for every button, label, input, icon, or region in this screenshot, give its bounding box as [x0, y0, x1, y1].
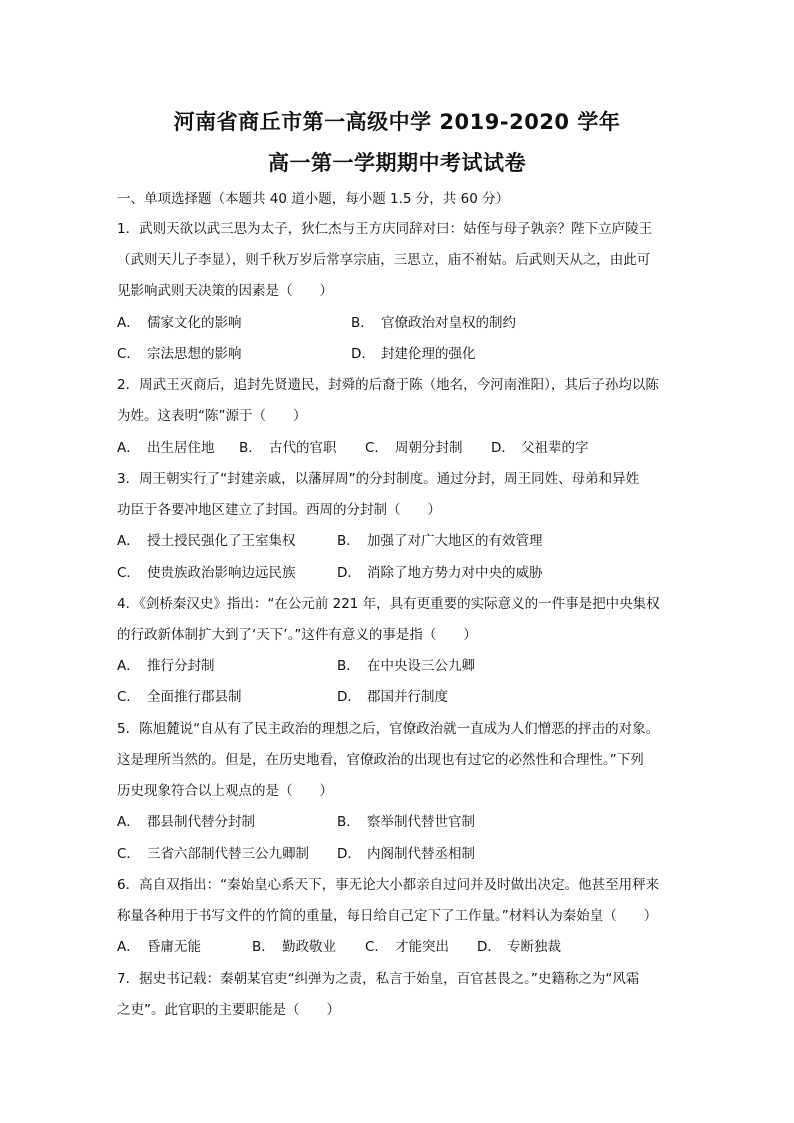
option-d[interactable]: [337, 842, 475, 862]
option-b[interactable]: [239, 436, 337, 456]
option-c[interactable]: [117, 685, 242, 705]
option-text: 周朝分封制: [395, 440, 463, 456]
option-text: 郡县制代替分封制: [147, 814, 255, 830]
question-6-line-1: 6．高自双指出：“秦始皇心系天下，事无论大小都亲自过问并及时做出决定。他甚至用秤来: [117, 877, 660, 893]
option-c[interactable]: [365, 436, 463, 456]
option-label: D．: [351, 346, 375, 362]
option-text: 内阁制代替丞相制: [367, 846, 475, 862]
question-3-line-1: 3．周王朝实行了“封建亲戚，以藩屏周”的分封制度。通过分封，周王同姓、母弟和异姓: [117, 471, 640, 487]
option-a[interactable]: [117, 529, 296, 549]
option-b[interactable]: [337, 654, 475, 674]
question-4-line-2: 的行政新体制扩大到了‘天下’。”这件有意义的事是指（ ）: [117, 627, 477, 643]
option-text: 加强了对广大地区的有效管理: [367, 533, 543, 549]
question-7-line-1: 7．据史书记载：秦朝某官吏“纠弹为之责，私言于始皇，百官甚畏之。”史籍称之为“风霜: [117, 971, 640, 987]
option-label: A．: [117, 533, 140, 549]
option-b[interactable]: [351, 311, 516, 331]
option-text: 专断独裁: [507, 939, 561, 955]
question-6-line-2: 称量各种用于书写文件的竹简的重量，每日给自己定下了工作量。”材料认为秦始皇（ ）: [117, 908, 658, 924]
option-text: 在中央设三公九卿: [367, 658, 475, 674]
option-label: D．: [337, 565, 361, 581]
option-text: 察举制代替世官制: [367, 814, 475, 830]
option-label: C．: [117, 846, 140, 862]
option-label: B．: [337, 658, 360, 674]
option-a[interactable]: [117, 654, 215, 674]
option-label: C．: [365, 440, 388, 456]
option-text: 宗法思想的影响: [147, 346, 242, 362]
option-text: 使贵族政治影响边远民族: [147, 565, 296, 581]
option-a[interactable]: [117, 311, 242, 331]
question-4-line-1: 4．《剑桥秦汉史》指出：“在公元前 221 年，具有更重要的实际意义的一件事是把中央集权: [117, 596, 660, 612]
option-a[interactable]: [117, 436, 215, 456]
question-5-line-1: 5．陈旭麓说“自从有了民主政治的理想之后，官僚政治就一直成为人们憎恶的抨击的对象。: [117, 721, 660, 737]
option-label: B．: [239, 440, 262, 456]
question-5-line-3: 历史现象符合以上观点的是（ ）: [117, 783, 333, 799]
section-heading: 一、单项选择题（本题共 40 道小题，每小题 1.5 分，共 60 分）: [117, 191, 510, 207]
option-text: 推行分封制: [147, 658, 215, 674]
option-label: C．: [365, 939, 388, 955]
option-d[interactable]: [337, 561, 543, 581]
option-text: 官僚政治对皇权的制约: [381, 315, 516, 331]
question-7-line-2: 之吏”。此官职的主要职能是（ ）: [117, 1002, 340, 1018]
option-label: A．: [117, 814, 140, 830]
option-label: A．: [117, 315, 140, 331]
option-text: 出生居住地: [147, 440, 215, 456]
option-d[interactable]: [477, 935, 561, 955]
question-5-line-2: 这是理所当然的。但是，在历史地看，官僚政治的出现也有过它的必然性和合理性。”下列: [117, 752, 644, 768]
question-1-line-3: 见影响武则天决策的因素是（ ）: [117, 283, 333, 299]
option-text: 父祖辈的字: [521, 440, 589, 456]
option-label: B．: [351, 315, 374, 331]
question-2-line-1: 2．周武王灭商后，追封先贤遗民，封舜的后裔于陈（地名，今河南淮阳），其后子孙均以陈: [117, 377, 659, 393]
option-label: B．: [337, 533, 360, 549]
exam-subtitle: 高一第一学期期中考试试卷: [268, 151, 526, 175]
option-d[interactable]: [337, 685, 448, 705]
question-2-line-2: 为姓。这表明“陈”源于（ ）: [117, 408, 307, 424]
option-b[interactable]: [252, 935, 336, 955]
option-text: 勤政敬业: [282, 939, 336, 955]
option-b[interactable]: [337, 529, 543, 549]
option-label: A．: [117, 440, 140, 456]
option-a[interactable]: [117, 935, 201, 955]
option-c[interactable]: [117, 842, 309, 862]
option-text: 古代的官职: [269, 440, 337, 456]
option-c[interactable]: [117, 342, 242, 362]
option-label: D．: [337, 689, 361, 705]
option-d[interactable]: [491, 436, 589, 456]
option-text: 消除了地方势力对中央的威胁: [367, 565, 543, 581]
option-label: B．: [337, 814, 360, 830]
option-a[interactable]: [117, 810, 255, 830]
question-1-line-1: 1．武则天欲以武三思为太子，狄仁杰与王方庆同辞对曰：姑侄与母子孰亲？陛下立庐陵王: [117, 221, 653, 237]
question-1-line-2: （武则天儿子李显），则千秋万岁后常享宗庙，三思立，庙不祔姑。后武则天从之，由此可: [117, 252, 651, 268]
option-label: D．: [337, 846, 361, 862]
option-d[interactable]: [351, 342, 476, 362]
option-text: 封建伦理的强化: [381, 346, 476, 362]
option-c[interactable]: [117, 561, 296, 581]
option-text: 昏庸无能: [147, 939, 201, 955]
option-label: C．: [117, 689, 140, 705]
option-text: 郡国并行制度: [367, 689, 448, 705]
option-text: 三省六部制代替三公九卿制: [147, 846, 309, 862]
option-label: D．: [491, 440, 515, 456]
option-label: B．: [252, 939, 275, 955]
option-label: C．: [117, 346, 140, 362]
option-label: A．: [117, 658, 140, 674]
exam-title: 河南省商丘市第一高级中学 2019-2020 学年: [173, 110, 621, 134]
option-label: A．: [117, 939, 140, 955]
option-text: 授土授民强化了王室集权: [147, 533, 296, 549]
option-text: 才能突出: [395, 939, 449, 955]
option-text: 儒家文化的影响: [147, 315, 242, 331]
option-text: 全面推行郡县制: [147, 689, 242, 705]
question-3-line-2: 功臣于各要冲地区建立了封国。西周的分封制（ ）: [117, 502, 441, 518]
option-label: D．: [477, 939, 501, 955]
option-b[interactable]: [337, 810, 475, 830]
option-c[interactable]: [365, 935, 449, 955]
option-label: C．: [117, 565, 140, 581]
